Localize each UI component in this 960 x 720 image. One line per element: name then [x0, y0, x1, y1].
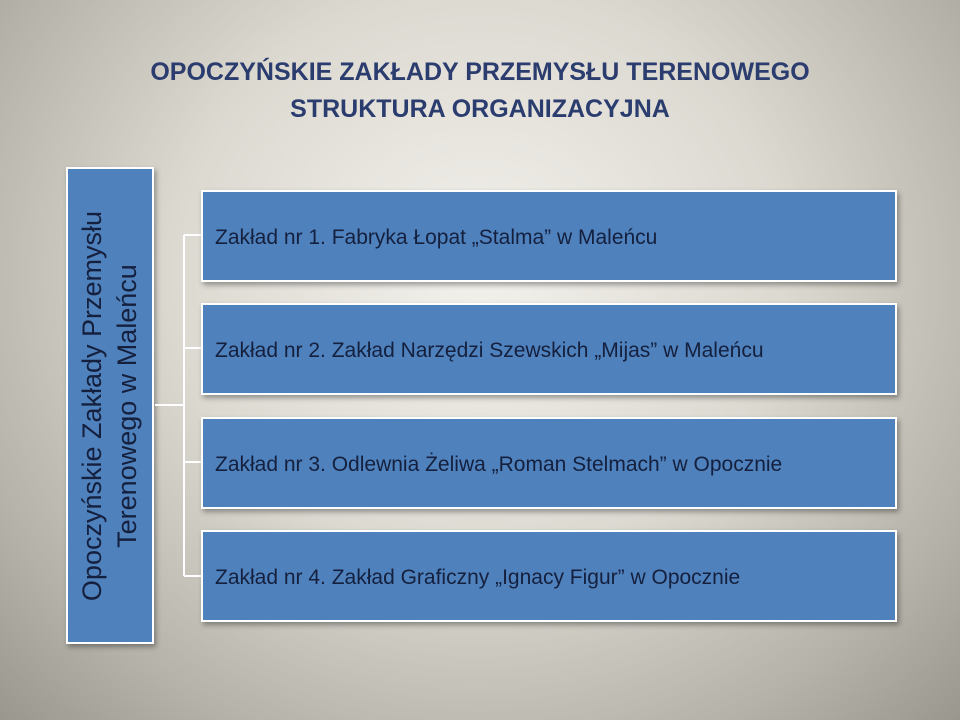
title-line-1: OPOCZYŃSKIE ZAKŁADY PRZEMYSŁU TERENOWEGO [150, 58, 810, 86]
plant-node-4-label: Zakład nr 4. Zakład Graficzny „Ignacy Figur” w Opocznie [215, 566, 741, 589]
plant-node-4 [201, 530, 897, 622]
plant-node-2 [201, 303, 897, 395]
root-node-label-line2: Terenowego w Maleńcu [112, 263, 142, 548]
title-line-2: STRUKTURA ORGANIZACYJNA [290, 95, 670, 123]
plant-node-1-label: Zakład nr 1. Fabryka Łopat „Stalma” w Maleńcu [215, 226, 658, 249]
plant-node-3 [201, 417, 897, 509]
plant-node-1 [201, 190, 897, 282]
plant-node-3-label: Zakład nr 3. Odlewnia Żeliwa „Roman Stelmach” w Opocznie [215, 453, 783, 476]
root-node-label-line1: Opoczyńskie Zakłady Przemysłu [77, 210, 107, 601]
plant-node-2-label: Zakład nr 2. Zakład Narzędzi Szewskich „Mijas” w Maleńcu [215, 339, 764, 362]
